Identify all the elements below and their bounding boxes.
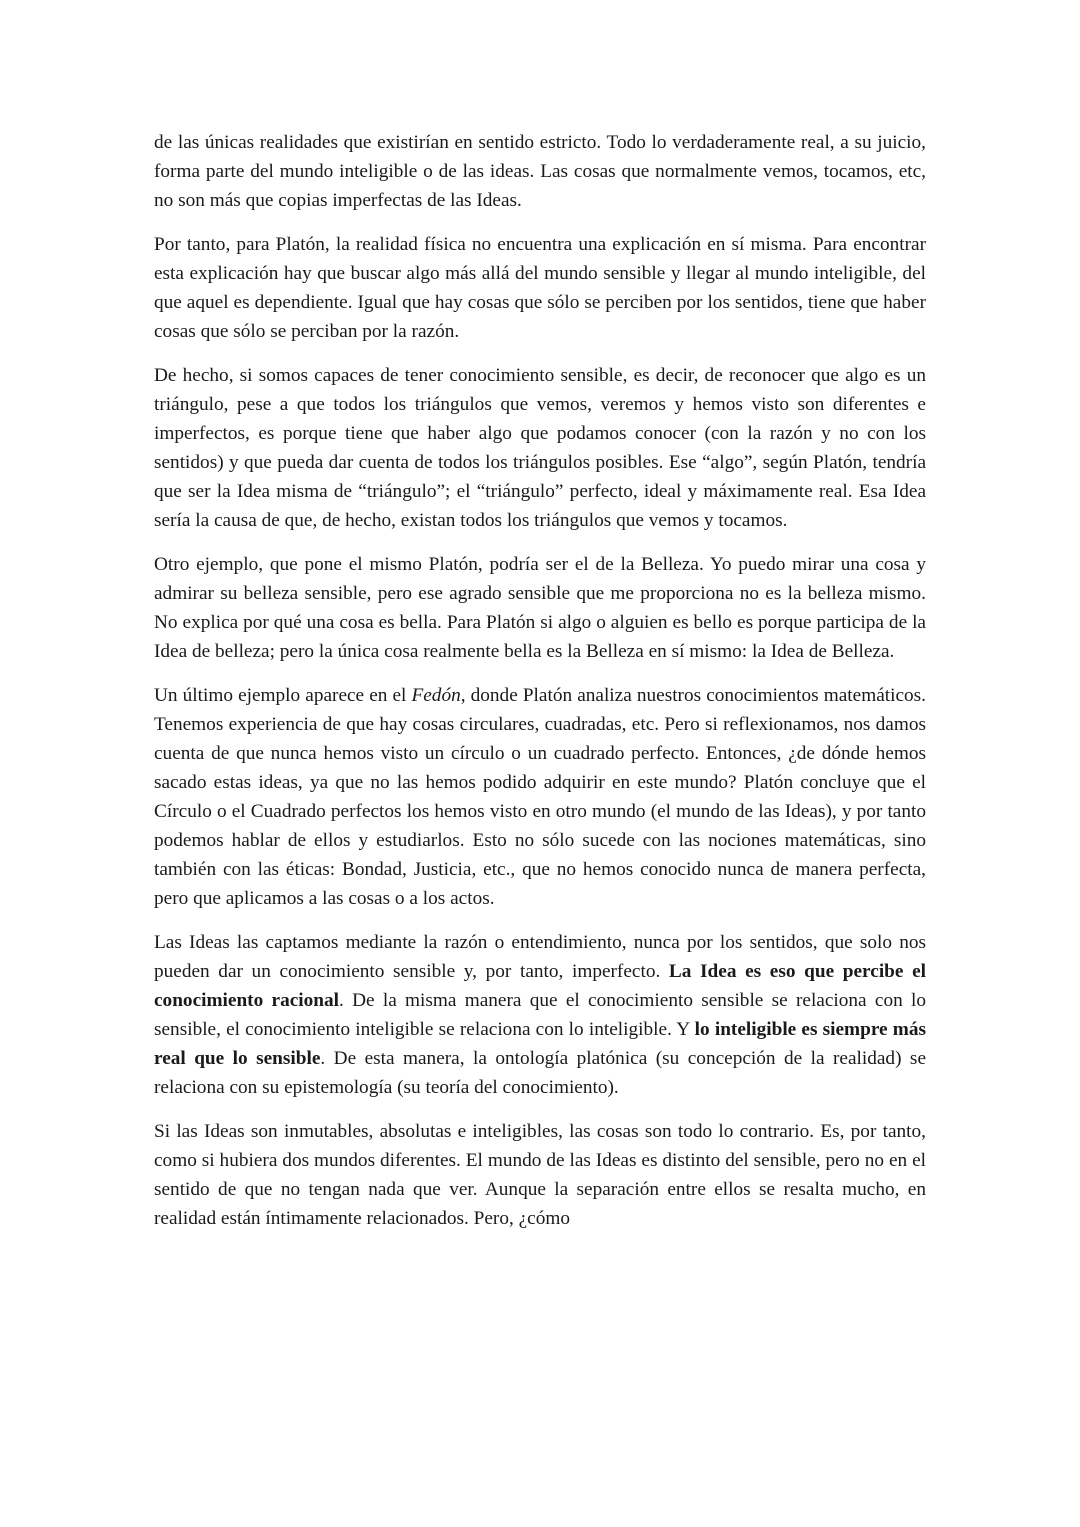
text-run: . De la misma manera que el conocimiento sensible se relaciona con lo sensible, el conocimiento inteligible se relaciona con lo inteligible. Y	[154, 990, 926, 1041]
text-run: Las Ideas las captamos mediante la razón o entendimiento, nunca por los sentidos, que solo nos pueden dar un conocimiento sensible y, por tanto, imperfecto.	[154, 931, 926, 982]
paragraph-beauty-example: Otro ejemplo, que pone el mismo Platón, podría ser el de la Belleza. Yo puedo mirar una cosa y admirar su belleza sensible, pero ese agrado sensible que me proporciona no es la belleza mismo. No explica por qué una cosa es bella. Para Platón si algo o alguien es bello es porque participa de la Idea de belleza; pero la única cosa realmente bella es la Belleza en sí mismo: la Idea de Belleza.	[154, 553, 926, 662]
paragraph-ideas-reality: de las únicas realidades que existirían en sentido estricto. Todo lo verdaderamente real, a su juicio, forma parte del mundo inteligible o de las ideas. Las cosas que normalmente vemos, tocamos, etc, no son más que copias imperfectas de las Ideas.	[154, 132, 926, 212]
text-run: . De esta manera, la ontología platónica (su concepción de la realidad) se relaciona con su epistemología (su teoría del conocimiento).	[154, 1048, 926, 1099]
paragraph-triangle-example: De hecho, si somos capaces de tener conocimiento sensible, es decir, de reconocer que algo es un triángulo, pese a que todos los triángulos que vemos, veremos y hemos visto son diferentes e imperfectos, es porque tiene que haber algo que podamos conocer (con la razón y no con los sentidos) y que pueda dar cuenta de todos los triángulos posibles. Ese “algo”, según Platón, tendría que ser la Idea misma de “triángulo”; el “triángulo” perfecto, ideal y máximamente real. Esa Idea sería la causa de que, de hecho, existan todos los triángulos que vemos y tocamos.	[154, 364, 926, 532]
document-page	[154, 128, 926, 1248]
paragraph-rational-knowledge	[154, 928, 926, 1103]
paragraph-physical-reality: Por tanto, para Platón, la realidad física no encuentra una explicación en sí misma. Para encontrar esta explicación hay que buscar algo más allá del mundo sensible y llegar al mundo inteligible, del que aquel es dependiente. Igual que hay cosas que sólo se perciben por los sentidos, tiene que haber cosas que sólo se perciban por la razón.	[154, 233, 926, 343]
paragraph-fedon-example	[154, 681, 926, 914]
emphasis-intelligible-more-real: lo inteligible es siempre más real que lo sensible	[154, 1019, 926, 1070]
text-run: , donde Platón analiza nuestros conocimientos matemáticos. Tenemos experiencia de que hay cosas circulares, cuadradas, etc. Pero si reflexionamos, nos damos cuenta de que nunca hemos visto un círculo o un cuadrado perfecto. Entonces, ¿de dónde hemos sacado estas ideas, ya que no las hemos podido adquirir en este mundo? Platón concluye que el Círculo o el Cuadrado perfectos los hemos visto en otro mundo (el mundo de las Ideas), y por tanto podemos hablar de ellos y estudiarlos. Esto no sólo sucede con las nociones matemáticas, sino también con las éticas: Bondad, Justicia, etc., que no hemos conocido nunca de manera perfecta, pero que aplicamos a las cosas o a los actos.	[154, 684, 926, 910]
paragraph-two-worlds: Si las Ideas son inmutables, absolutas e inteligibles, las cosas son todo lo contrario. Es, por tanto, como si hubiera dos mundos diferentes. El mundo de las Ideas es distinto del sensible, pero no en el sentido de que no tengan nada que ver. Aunque la separación entre ellos se resalta mucho, en realidad están íntimamente relacionados. Pero, ¿cómo	[154, 1120, 926, 1230]
emphasis-idea-definition: La Idea es eso que percibe el conocimiento racional	[154, 960, 926, 1012]
book-title-fedon: Fedón	[411, 684, 461, 706]
text-run: Un último ejemplo aparece en el	[154, 684, 412, 706]
